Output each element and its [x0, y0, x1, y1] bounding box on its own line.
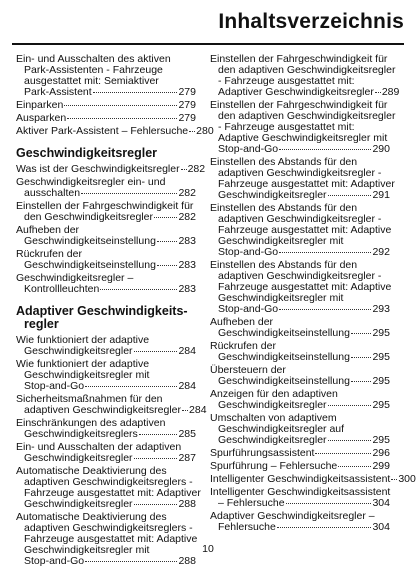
page-title: Inhaltsverzeichnis	[218, 10, 404, 33]
dot-leader	[338, 466, 371, 467]
toc-entry-text: Rückrufen der	[210, 340, 276, 352]
toc-entry-text: Einstellen des Abstands für den	[210, 259, 358, 271]
dot-leader	[85, 561, 177, 562]
toc-page-number: 288	[178, 555, 196, 567]
toc-entry-text: Geschwindigkeitsregler	[24, 498, 133, 510]
toc-entry-text: ausgestattet mit: Semiaktiver	[24, 75, 159, 87]
toc-page-number: 283	[178, 235, 196, 247]
toc-entry-last-line	[210, 328, 390, 339]
toc-entry-text: adaptiven Geschwindigkeitsregler -	[218, 213, 382, 225]
toc-entry[interactable]	[210, 473, 416, 485]
toc-page-number: 283	[178, 259, 196, 271]
toc-entry-text: den Geschwindigkeitsregler	[24, 211, 153, 223]
toc-entry-text: Geschwindigkeitsreglers	[24, 428, 138, 440]
toc-entry-text: Fehlersuche	[218, 521, 276, 533]
toc-entry[interactable]	[16, 465, 201, 510]
toc-entry-last-line	[16, 87, 196, 98]
toc-page-number: 287	[178, 452, 196, 464]
toc-entry-text: Geschwindigkeitsregler mit	[218, 235, 344, 247]
dot-leader	[64, 105, 177, 106]
toc-entry-text: Geschwindigkeitsregler auf	[218, 423, 345, 435]
toc-entry-text: Geschwindigkeitseinstellung	[218, 327, 350, 339]
dot-leader	[351, 381, 372, 382]
toc-entry-text: Fahrzeuge ausgestattet mit: Adaptive	[218, 224, 392, 236]
toc-right-column	[210, 53, 416, 535]
toc-page-number: 292	[372, 246, 390, 258]
toc-entry-text: Geschwindigkeitsregler	[24, 452, 133, 464]
toc-entry-last-line	[16, 346, 196, 357]
toc-entry-last-line	[210, 400, 390, 411]
toc-entry-text: Geschwindigkeitseinstellung	[218, 351, 350, 363]
dot-leader	[351, 333, 372, 334]
toc-entry-text: - Fahrzeuge ausgestattet mit:	[218, 121, 355, 133]
toc-entry-text: den adaptiven Geschwindigkeitsregler	[218, 64, 396, 76]
toc-entry[interactable]	[210, 511, 390, 533]
toc-entry[interactable]	[16, 335, 196, 357]
toc-entry-last-line	[16, 499, 196, 510]
toc-page-number: 279	[178, 112, 196, 124]
page-number: 10	[202, 543, 214, 555]
toc-entry[interactable]	[16, 125, 214, 137]
dot-leader	[157, 265, 178, 266]
toc-page-number: 295	[372, 327, 390, 339]
toc-entry-text: Intelligenter Geschwindigkeitsassistent	[210, 486, 391, 498]
toc-entry[interactable]	[210, 99, 396, 155]
toc-entry[interactable]	[210, 413, 390, 446]
toc-entry-last-line	[16, 188, 196, 199]
toc-entry-last-line	[16, 404, 207, 416]
dot-leader	[328, 195, 372, 196]
page-header	[0, 0, 416, 44]
toc-entry-text: Park-Assistent	[24, 86, 92, 98]
toc-entry-text: – Fehlersuche	[218, 497, 285, 509]
toc-entry-text: Fahrzeuge ausgestattet mit: Adaptive	[218, 281, 392, 293]
toc-entry-last-line	[210, 448, 390, 459]
toc-entry-text: Einstellen des Abstands für den	[210, 202, 358, 214]
dot-leader	[182, 410, 188, 411]
toc-entry-last-line	[16, 236, 196, 247]
toc-entry[interactable]	[16, 113, 196, 124]
header-rule	[12, 43, 404, 45]
toc-entry[interactable]	[210, 156, 395, 201]
toc-page-number: 295	[372, 375, 390, 387]
toc-entry-text: Einstellen der Fahrgeschwindigkeit für	[16, 200, 194, 212]
toc-entry-text: Einstellen des Abstands für den	[210, 156, 358, 168]
toc-entry-text: Fahrzeuge ausgestattet mit: Adaptive	[24, 533, 198, 545]
section-heading	[16, 147, 196, 160]
toc-entry-text: Geschwindigkeitseinstellung	[24, 259, 156, 271]
toc-entry-text: Geschwindigkeitsregler mit	[24, 544, 150, 556]
dot-leader	[157, 241, 178, 242]
toc-entry[interactable]	[210, 53, 400, 98]
toc-entry-text: Spurführungsassistent	[210, 447, 315, 459]
toc-entry[interactable]	[16, 177, 196, 199]
toc-entry[interactable]	[210, 461, 390, 472]
toc-entry[interactable]	[16, 273, 196, 295]
section-heading-text: regler	[24, 317, 59, 331]
toc-entry-text: Stop-and-Go	[218, 246, 279, 258]
toc-entry-last-line	[16, 556, 196, 567]
toc-entry[interactable]	[210, 448, 390, 459]
toc-entry[interactable]	[16, 225, 196, 247]
dot-leader	[375, 92, 381, 93]
toc-entry-last-line	[210, 461, 390, 472]
toc-entry-text: Geschwindigkeitsregler ein- und	[16, 176, 166, 188]
toc-entry-text: Stop-and-Go	[24, 380, 85, 392]
toc-entry-last-line	[16, 381, 196, 392]
toc-page-number: 279	[178, 99, 196, 111]
toc-entry-text: Ein- und Ausschalten der adaptiven	[16, 441, 182, 453]
toc-entry-last-line	[210, 473, 416, 485]
toc-entry-text: Geschwindigkeitseinstellung	[24, 235, 156, 247]
toc-entry-text: Rückrufen der	[16, 248, 82, 260]
dot-leader	[328, 405, 372, 406]
toc-page-number: 299	[372, 460, 390, 472]
toc-entry-text: Aktiver Park-Assistent – Fehlersuche	[16, 125, 189, 137]
toc-entry-last-line	[16, 260, 196, 271]
dot-leader	[181, 169, 187, 170]
toc-entry-text: Stop-and-Go	[218, 303, 279, 315]
toc-entry-text: Kontrollleuchten	[24, 283, 100, 295]
toc-entry-text: Spurführung – Fehlersuche	[210, 460, 338, 472]
toc-entry-text: Was ist der Geschwindigkeitsregler	[16, 163, 180, 175]
dot-leader	[189, 131, 195, 132]
dot-leader	[67, 118, 177, 119]
toc-entry-text: Geschwindigkeitsregler	[218, 399, 327, 411]
toc-page-number: 289	[381, 86, 400, 98]
toc-entry[interactable]	[210, 389, 390, 411]
section-heading-text: Adaptiver Geschwindigkeits-	[16, 304, 188, 318]
toc-entry-text: Park-Assistenten - Fahrzeuge	[24, 64, 163, 76]
toc-entry-text: Fahrzeuge ausgestattet mit: Adaptiver	[24, 487, 201, 499]
toc-entry[interactable]	[16, 393, 207, 416]
toc-page-number: 280	[196, 125, 214, 137]
toc-entry-text: Geschwindigkeitsregler	[24, 345, 133, 357]
toc-page-number: 296	[372, 447, 390, 459]
toc-entry-text: Umschalten von adaptivem	[210, 412, 337, 424]
toc-entry-text: Aufheben der	[16, 224, 80, 236]
toc-entry-text: Einstellen der Fahrgeschwindigkeit für	[210, 99, 388, 111]
toc-entry[interactable]	[210, 487, 390, 509]
toc-entry-text: adaptiven Geschwindigkeitsreglers -	[24, 522, 193, 534]
dot-leader	[279, 252, 371, 253]
toc-entry-last-line	[210, 247, 390, 258]
section-heading	[16, 305, 196, 331]
toc-page-number: 295	[372, 351, 390, 363]
toc-entry-text: Einstellen der Fahrgeschwindigkeit für	[210, 53, 388, 65]
toc-entry-text: ausschalten	[24, 187, 81, 199]
toc-entry-text: Wie funktioniert der adaptive	[16, 358, 150, 370]
toc-page-number: 285	[178, 428, 196, 440]
toc-entry-text: Geschwindigkeitsregler	[218, 189, 327, 201]
toc-entry-text: Ein- und Ausschalten des aktiven	[16, 53, 171, 65]
dot-leader	[134, 504, 178, 505]
toc-entry-text: Übersteuern der	[210, 364, 286, 376]
toc-entry[interactable]	[16, 100, 196, 111]
toc-entry-text: Automatische Deaktivierung des	[16, 465, 167, 477]
toc-entry-last-line	[210, 352, 390, 363]
toc-entry-last-line	[16, 284, 196, 295]
toc-page-number: 304	[372, 521, 390, 533]
toc-entry-text: Sicherheitsmaßnahmen für den	[16, 393, 163, 405]
toc-entry-last-line	[210, 304, 390, 315]
toc-entry-last-line	[16, 212, 196, 223]
toc-entry[interactable]	[210, 341, 390, 363]
toc-entry[interactable]	[210, 203, 390, 258]
toc-page-number: 304	[372, 497, 390, 509]
toc-entry-text: Geschwindigkeitsregler mit	[218, 292, 344, 304]
toc-entry-last-line	[16, 163, 206, 175]
dot-leader	[277, 527, 372, 528]
toc-entry-text: Stop-and-Go	[24, 555, 85, 567]
toc-entry-text: Automatische Deaktivierung des	[16, 511, 167, 523]
dot-leader	[328, 440, 372, 441]
toc-page-number: 295	[372, 434, 390, 446]
toc-entry-text: adaptiven Geschwindigkeitsregler -	[218, 270, 382, 282]
toc-entry-last-line	[210, 522, 390, 533]
toc-page-number: 300	[398, 473, 416, 485]
toc-entry[interactable]	[210, 317, 390, 339]
toc-entry[interactable]	[16, 249, 196, 271]
toc-entry[interactable]	[16, 163, 206, 175]
dot-leader	[85, 386, 177, 387]
toc-entry-text: Adaptive Geschwindigkeitsregler mit	[218, 132, 388, 144]
toc-page-number: 291	[372, 189, 390, 201]
toc-entry-last-line	[16, 453, 196, 464]
toc-entry[interactable]	[16, 418, 196, 440]
dot-leader	[391, 479, 397, 480]
dot-leader	[286, 503, 372, 504]
toc-entry-last-line	[210, 498, 390, 509]
toc-entry-text: Geschwindigkeitseinstellung	[218, 375, 350, 387]
toc-entry-text: Geschwindigkeitsregler –	[16, 272, 134, 284]
toc-page-number: 284	[178, 380, 196, 392]
toc-entry-text: den adaptiven Geschwindigkeitsregler	[218, 110, 396, 122]
dot-leader	[100, 289, 177, 290]
toc-entry-text: Wie funktioniert der adaptive	[16, 334, 150, 346]
toc-entry-text: Einschränkungen des adaptiven	[16, 417, 166, 429]
dot-leader	[134, 458, 178, 459]
toc-entry-last-line	[210, 190, 390, 201]
toc-entry-text: Fahrzeuge ausgestattet mit: Adaptiver	[218, 178, 395, 190]
toc-entry-text: Ausparken	[16, 112, 67, 124]
toc-entry-text: Adaptiver Geschwindigkeitsregler	[218, 86, 374, 98]
toc-entry-text: adaptiven Geschwindigkeitsregler	[24, 404, 182, 416]
toc-entry-text: Intelligenter Geschwindigkeitsassistent	[210, 473, 391, 485]
toc-entry-last-line	[16, 429, 196, 440]
toc-entry-text: Aufheben der	[210, 316, 274, 328]
toc-entry-last-line	[210, 376, 390, 387]
toc-entry-text: Geschwindigkeitsregler	[218, 434, 327, 446]
dot-leader	[279, 309, 371, 310]
toc-entry[interactable]	[16, 359, 196, 392]
toc-page-number: 293	[372, 303, 390, 315]
dot-leader	[351, 357, 372, 358]
toc-page-number: 284	[178, 345, 196, 357]
toc-entry-text: - Fahrzeuge ausgestattet mit:	[218, 75, 355, 87]
toc-entry-text: Anzeigen für den adaptiven	[210, 388, 338, 400]
toc-entry-last-line	[16, 100, 196, 111]
toc-page-number: 282	[178, 187, 196, 199]
toc-entry-text: adaptiven Geschwindigkeitsregler -	[218, 167, 382, 179]
toc-page-number: 288	[178, 498, 196, 510]
dot-leader	[315, 453, 371, 454]
toc-entry[interactable]	[16, 512, 196, 567]
section-heading-text: Geschwindigkeitsregler	[16, 146, 158, 160]
dot-leader	[81, 193, 177, 194]
toc-entry-text: Adaptiver Geschwindigkeitsregler –	[210, 510, 375, 522]
toc-entry-last-line	[210, 86, 400, 98]
toc-entry[interactable]	[16, 54, 196, 98]
toc-entry-last-line	[210, 144, 390, 155]
dot-leader	[154, 217, 177, 218]
dot-leader	[93, 92, 178, 93]
toc-page-number: 282	[178, 211, 196, 223]
toc-entry-last-line	[210, 435, 390, 446]
toc-entry[interactable]	[210, 365, 390, 387]
dot-leader	[279, 149, 371, 150]
toc-page-number: 279	[178, 86, 196, 98]
toc-page-number: 282	[187, 163, 206, 175]
toc-entry-last-line	[16, 125, 214, 137]
toc-entry-text: Einparken	[16, 99, 64, 111]
toc-entry[interactable]	[210, 260, 390, 315]
toc-page-number: 290	[372, 143, 390, 155]
toc-page-number: 284	[189, 404, 207, 416]
toc-page-number: 295	[372, 399, 390, 411]
dot-leader	[139, 434, 178, 435]
toc-entry-text: Stop-and-Go	[218, 143, 279, 155]
toc-entry-text: Geschwindigkeitsregler mit	[24, 369, 150, 381]
toc-page-number: 283	[178, 283, 196, 295]
toc-entry[interactable]	[16, 442, 196, 464]
toc-entry-text: adaptiven Geschwindigkeitsreglers -	[24, 476, 193, 488]
dot-leader	[134, 351, 178, 352]
toc-entry-last-line	[16, 113, 196, 124]
toc-entry[interactable]	[16, 201, 196, 223]
